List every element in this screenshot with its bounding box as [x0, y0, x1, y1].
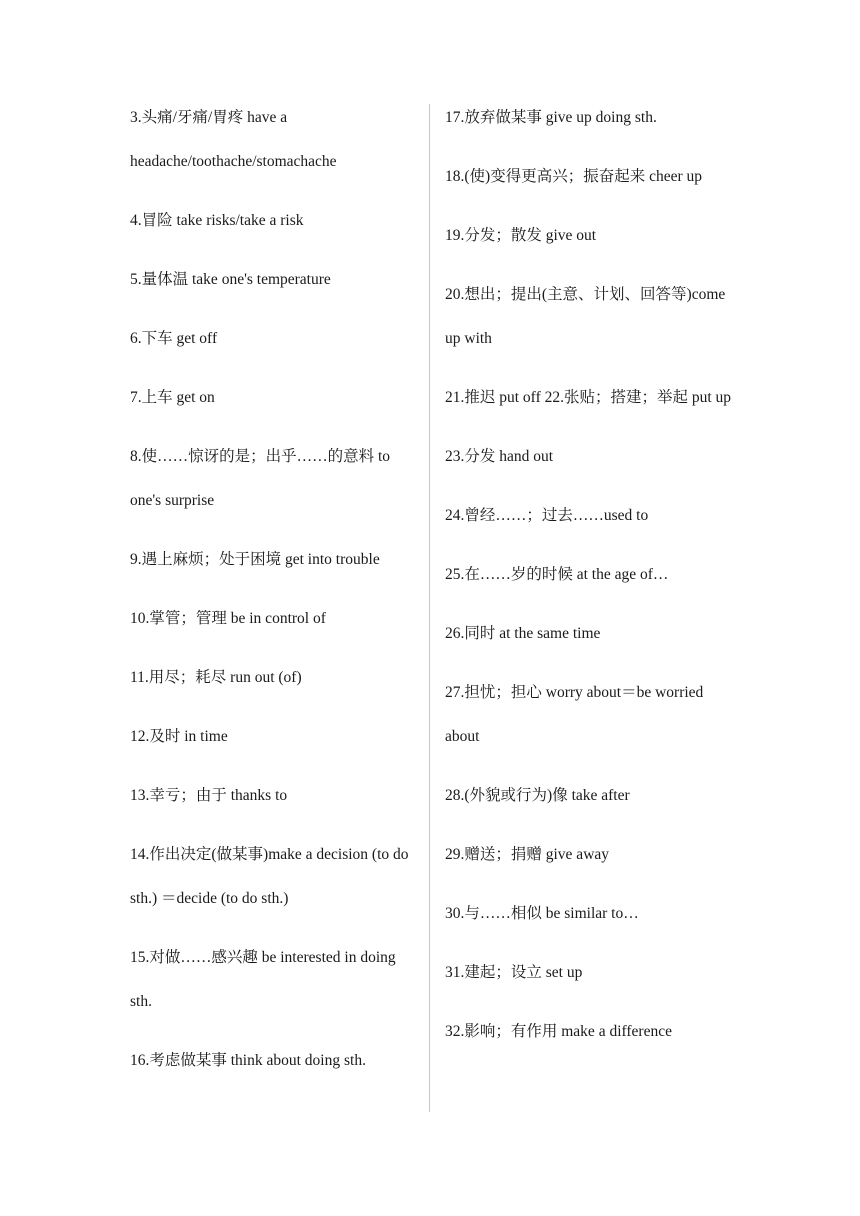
- phrase-entry: 5.量体温 take one's temperature: [130, 271, 331, 288]
- phrase-entry: 32.影响；有作用 make a difference: [445, 1023, 672, 1040]
- phrase-entry: 12.及时 in time: [130, 728, 228, 745]
- phrase-entry: 21.推迟 put off 22.张贴；搭建；举起 put up: [445, 389, 732, 406]
- phrase-entry: 20.想出；提出(主意、计划、回答等)come up with: [445, 286, 726, 347]
- phrase-entry: 18.(使)变得更高兴；振奋起来 cheer up: [445, 168, 702, 185]
- right-column: [445, 96, 740, 1069]
- left-column: [130, 96, 420, 1098]
- phrase-entry: 7.上车 get on: [130, 389, 215, 406]
- phrase-entry: 25.在……岁的时候 at the age of…: [445, 566, 669, 583]
- phrase-entry: 16.考虑做某事 think about doing sth.: [130, 1052, 366, 1069]
- phrase-entry: 27.担忧；担心 worry about＝be worried about: [445, 684, 704, 745]
- phrase-entry: 23.分发 hand out: [445, 448, 554, 465]
- phrase-entry: 30.与……相似 be similar to…: [445, 905, 639, 922]
- phrase-entry: 26.同时 at the same time: [445, 625, 601, 642]
- phrase-entry: 14.作出决定(做某事)make a decision (to do sth.) ＝decide (to do sth.): [130, 846, 409, 907]
- phrase-entry: 13.幸亏；由于 thanks to: [130, 787, 288, 804]
- phrase-entry: 10.掌管；管理 be in control of: [130, 610, 326, 627]
- phrase-entry: 17.放弃做某事 give up doing sth.: [445, 109, 657, 126]
- phrase-entry: 24.曾经……；过去……used to: [445, 507, 649, 524]
- phrase-entry: 31.建起；设立 set up: [445, 964, 583, 981]
- column-divider: [429, 104, 430, 1112]
- phrase-entry: 29.赠送；捐赠 give away: [445, 846, 610, 863]
- phrase-entry: 4.冒险 take risks/take a risk: [130, 212, 304, 229]
- phrase-entry: 9.遇上麻烦；处于困境 get into trouble: [130, 551, 380, 568]
- phrase-entry: 6.下车 get off: [130, 330, 218, 347]
- phrase-entry: 8.使……惊讶的是；出乎……的意料 to one's surprise: [130, 448, 391, 509]
- phrase-entry: 15.对做……感兴趣 be interested in doing sth.: [130, 949, 396, 1010]
- phrase-entry: 19.分发；散发 give out: [445, 227, 597, 244]
- phrase-entry: 28.(外貌或行为)像 take after: [445, 787, 630, 804]
- phrase-entry: 11.用尽；耗尽 run out (of): [130, 669, 302, 686]
- phrase-entry: 3.头痛/牙痛/胃疼 have a headache/toothache/stomachache: [130, 109, 337, 170]
